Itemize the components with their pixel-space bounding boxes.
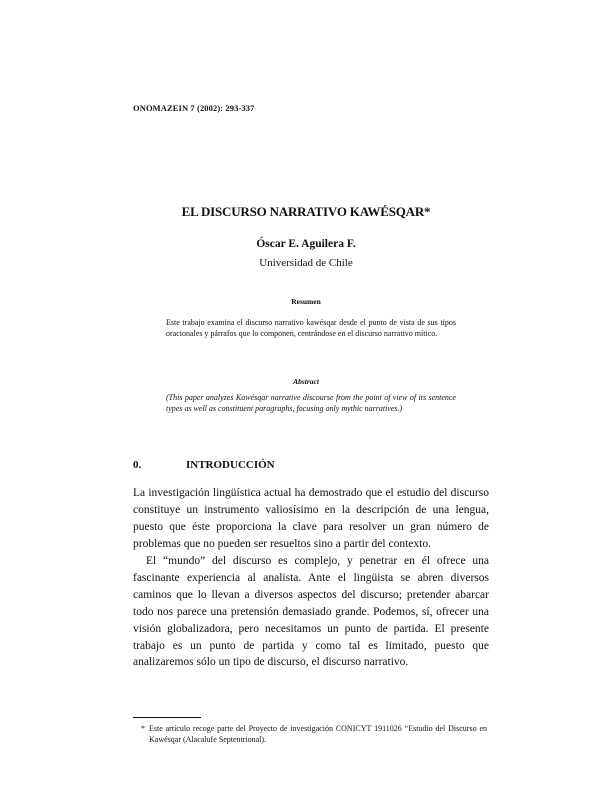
resumen-text: Este trabajo examina el discurso narrativo kawésqar desde el punto de vista de sus tipos oracionales y párrafos que lo componen, centrándose en el discurso narrativo mítico. xyxy=(166,318,456,338)
section-number: 0. xyxy=(133,459,142,471)
author-affiliation: Universidad de Chile xyxy=(259,257,353,269)
footnote-text: Este artículo recoge parte del Proyecto de investigación CONICYT 1911026 “Estudio del Discurso en Kawésqar (Alacalufe Septentrional). xyxy=(149,724,487,744)
resumen-heading: Resumen xyxy=(291,297,321,306)
journal-citation: ONOMAZEIN 7 (2002): 293-337 xyxy=(133,103,255,113)
abstract-text: (This paper analyzes Kawésqar narrative discourse from the point of view of its sentence types as well as constituent paragraphs, focusing only mythic narratives.) xyxy=(166,393,456,413)
body-paragraph: La investigación lingüística actual ha demostrado que el estudio del discurso constituye un instrumento valiosísimo en la descripción de una lengua, puesto que éste proporciona la clave para resolver un gran número de problemas que no pueden ser resueltos sino a partir del contexto. xyxy=(133,487,489,550)
footnote-mark: * xyxy=(141,724,145,733)
abstract-heading: Abstract xyxy=(293,377,319,386)
article-title: EL DISCURSO NARRATIVO KAWÉSQAR* xyxy=(181,204,431,219)
footnote-rule xyxy=(133,717,201,718)
author-name: Óscar E. Aguilera F. xyxy=(256,238,356,250)
section-heading xyxy=(133,459,275,471)
body-paragraph: El “mundo” del discurso es complejo, y penetrar en él ofrece una fascinante experiencia al analista. Ante el lingüista se abren diversos caminos que lo llevan a diversos aspectos del discurso; pretender abarcar todo nos parece una pretensión demasiado grande. Podemos, sí, ofrecer una visión globalizadora, pero necesitamos un punto de partida. El presente trabajo es un punto de partida y como tal es limitado, puesto que analizaremos sólo un tipo de discurso, el discurso narrativo. xyxy=(133,555,489,669)
footnote xyxy=(133,723,489,745)
section-title: INTRODUCCIÓN xyxy=(186,459,275,471)
